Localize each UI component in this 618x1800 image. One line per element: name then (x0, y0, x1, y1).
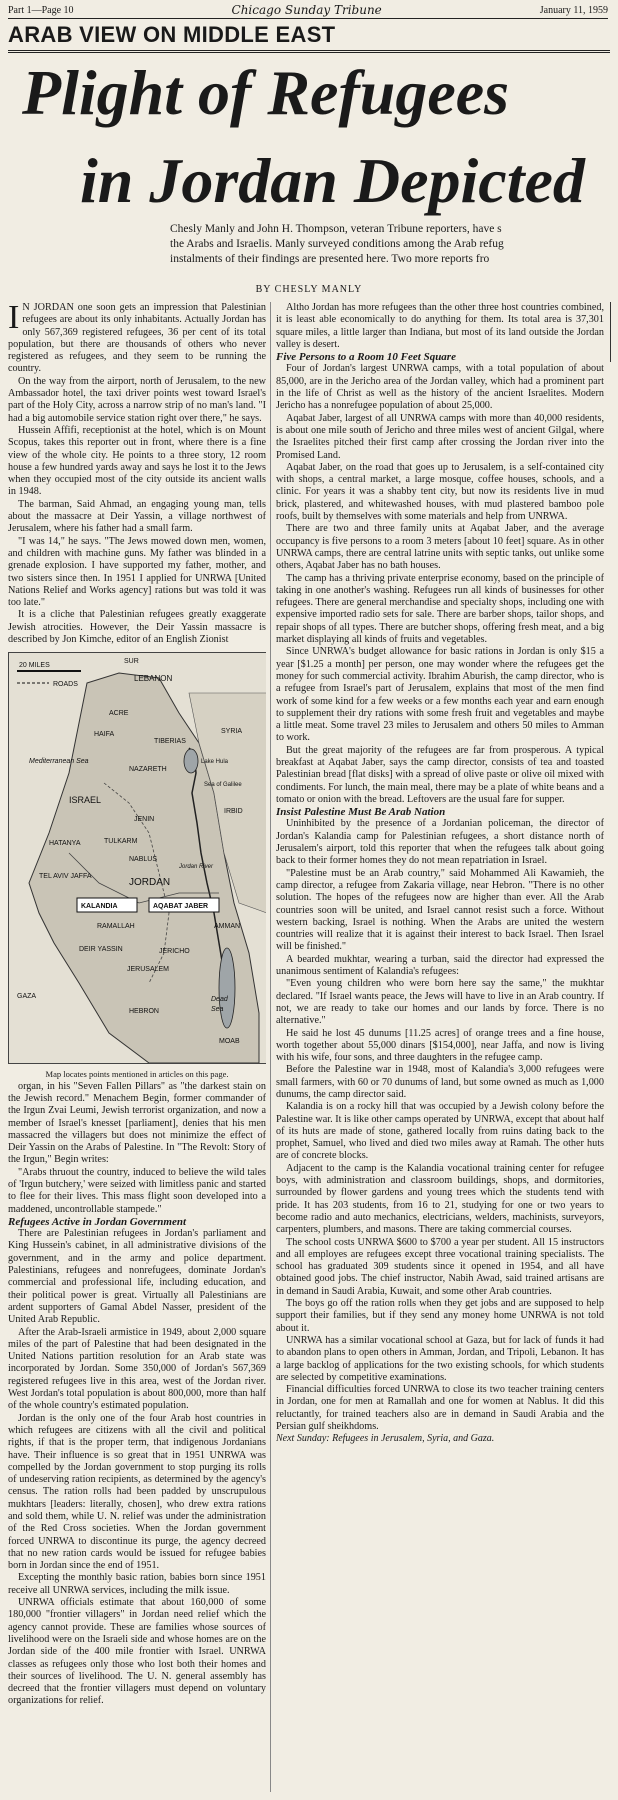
paragraph: Altho Jordan has more refugees than the other three host countries combined, it is least able economically to do anything for them. Its total area is 37,301 square miles, a little larger than Indiana, but most of its land outside the Jordan valley is desert. (276, 302, 604, 350)
byline: BY CHESLY MANLY (255, 284, 363, 295)
map-label-haifa: HAIFA (94, 731, 115, 739)
map-label-deir-yassin: DEIR YASSIN (79, 946, 123, 954)
map-label-nablus: NABLUS (129, 856, 158, 864)
map-roads-legend: ROADS (53, 681, 78, 689)
map-label-amman: AMMAN (214, 923, 241, 931)
subhead: Insist Palestine Must Be Arab Nation (276, 806, 446, 819)
headline-line-2: in Jordan Depicted (80, 145, 585, 216)
paragraph: Financial difficulties forced UNRWA to close its two teacher training centers in Jordan, one for men at Ramallah and one for women at Nablus. It did this reluctantly, for trained teachers also are in demand in Saudi Arabia and the Persian gulf sheikhdoms. (276, 1384, 604, 1433)
paragraph: "Even young children who were born here say the same," the mukhtar declared. "If Israel wants peace, the Jews will have to live in an Arab country. If not, we are ready to take our homes and our lands by force. There is no alternative." (276, 978, 604, 1027)
headline-line-1: Plight of Refugees (22, 57, 510, 128)
map-label-river: Jordan River (179, 864, 214, 871)
map-label-dead-sea: Sea (211, 1006, 224, 1014)
paragraph: It is a cliche that Palestinian refugees greatly exaggerate Jewish atrocities. However, the Deir Yassin massacre is described by Jon Kimche, editor of an English Zionist (8, 609, 266, 646)
kicker: ARAB VIEW ON MIDDLE EAST (8, 22, 336, 47)
intro-line: the Arabs and Israelis. Manly surveyed conditions among the Arab refug (170, 238, 504, 250)
paragraph: organ, in his "Seven Fallen Pillars" as "the darkest stain on the Jewish record." Menachem Begin, former commander of the Irgun Zvai Leumi, Jewish terrorist organization, and now a member of Israel's knesset [parliament], denies that his men massacred the villagers but does not minimize the effect of Deir Yassin on the Arabs of Palestine. In "The Revolt: Story of the Irgun," Begin writes: (8, 1080, 266, 1166)
paragraph: UNRWA officials estimate that about 160,000 of some 180,000 "frontier villagers" in Jordan need relief which the agency cannot provide. These are families whose sources of livelihood were on the Israeli side and whose homes are on the Jordan side of the 400 mile frontier with Israel. UNRWA classes as refugees only those who lost both their homes and their sources of livelihood. The U. N. general assembly has decreed that the frontier villagers must depend on voluntary organizations for relief. (8, 1597, 266, 1707)
paragraph: The barman, Said Ahmad, an engaging young man, tells about the massacre at Deir Yassin, a village northwest of Jerusalem, where his father had a small farm. (8, 498, 266, 535)
paragraph: He said he lost 45 dunums [11.25 acres] of orange trees and a fine house, worth together about 55,000 dinars [$154,000], near Jaffa, and now is living with his wife, four sons, and three daughters in the refugee camp. (276, 1027, 604, 1064)
map-label-jerusalem: JERUSALEM (127, 966, 170, 974)
map-label-sea: Mediterranean Sea (29, 758, 89, 766)
map-caption: Map locates points mentioned in articles on this page. (45, 1069, 229, 1080)
map-label-tulkarm: TULKARM (104, 838, 138, 846)
article-column-1 (8, 302, 266, 1792)
paragraph: After the Arab-Israeli armistice in 1949, about 2,000 square miles of the part of Palestine that had been designated in the United Nations partition resolution for an Arab state was incorporated by Jordan. Some 350,000 of Jordan's 567,369 registered refugees live in this area, west of the Jordan river. West Jordan's total population is about 800,000, more than half of the whole country's estimated population. (8, 1326, 266, 1412)
map-label-gaza: GAZA (17, 993, 37, 1001)
paragraph: There are two and three family units at Aqabat Jaber, and the average occupancy is five persons to a room 3 meters [about 10 feet] square. As in other UNRWA camps, there are central latrine units with septic tanks, out unlike some others, Aqabat Jaber has no bath houses. (276, 523, 604, 572)
map-graphic (9, 653, 266, 1063)
paragraph: The school costs UNRWA $600 to $700 a year per student. All 15 instructors and all employes are refugees except three vocational training specialists. The school has graduated 309 students since it opened in 1954, and all have obtained good jobs. The chief instructor, Nabih Awad, said trained artisans are in demand in Saudi Arabia, Kuwait, and some other Arab countries. (276, 1236, 604, 1297)
map-label-galilee: Sea of Galilee (204, 782, 242, 789)
map-label-telaviv: TEL AVIV JAFFA (39, 873, 92, 881)
paragraph: Aqabat Jaber, on the road that goes up to Jerusalem, is a self-contained city with shops, a central market, a large mosque, coffee houses, schools, and a clinic. For years it was a shabby tent city, but now its residents live in mud brick, plastered, and whitewashed houses, with mud plastered bamboo pole roofs, built by themselves with some materials and help from UNRWA. (276, 461, 604, 523)
kicker-rule (8, 50, 610, 53)
region-map (8, 652, 266, 1064)
paragraph: Jordan is the only one of the four Arab host countries in which refugees are citizens with all the civil and political rights, if that is the proper term, that indigenous Jordanians have. Their influence is so great that in 1951 UNRWA was compelled by the Jordan government to stop purging its rolls of undeserving ration recipients, as determined by the agency's census. The ration rolls had been padded by unscrupulous mukhtars [leaders: literally, chosen], who drew extra rations and sold them, while U. N. relief was under the administration of the Red Cross societies. When the Jordan government forced UNRWA to discontinue its purge, the agency decreed that no new ration cards would be issued for refugee babies born in Jordan since the end of 1951. (8, 1412, 266, 1572)
map-label-acre: ACRE (109, 710, 129, 718)
paragraph: The camp has a thriving private enterprise economy, based on the principle of taking in one another's washing. Refugees run all kinds of businesses for other refugees. There are general merchandise and specialty shops, including one with expensive imported radio sets for sale. There are barber shops, tailor shops, and repair shops of all types. There are butcher shops, offering fresh meat, and a big market displaying all kinds of fruits and vegetables. (276, 572, 604, 646)
article-column-2 (276, 302, 604, 1792)
intro-blurb (170, 222, 618, 267)
map-label-irbid: IRBID (224, 808, 243, 816)
paragraph: Before the Palestine war in 1948, most of Kalandia's 3,000 refugees were small farmers, with 60 or 70 dunums of land, but some owned as much as 1,000 dunums, the camp director said. (276, 1064, 604, 1100)
paragraph: Hussein Affifi, receptionist at the hotel, which is on Mount Scopus, takes this reporter out in front, where there is a fine view of the whole city. He points to a three story, 12 room house a few hundred yards away and says he lost it to the Jews when they occupied most of the city outside its ancient walls in 1948. (8, 424, 266, 498)
map-label-syria: SYRIA (221, 728, 243, 736)
paragraph: "Palestine must be an Arab country," said Mohammed Ali Kawamieh, the camp director, a refugee from Zakaria village, near Hebron. "There is no other solution. The hopes of the refugees now are higher than ever. All the Arab countries soon will be united, and Israel cannot resist such a force. Without western backing, Israel is nothing. When the Arabs are united the western countries will realize that it is against their interest to back Israel. Then Israel will be finished." (276, 867, 604, 953)
map-label-aqabat-jaber: AQABAT JABER (153, 903, 209, 911)
issue-date: January 11, 1959 (539, 4, 608, 16)
map-label-moab: MOAB (219, 1038, 240, 1046)
paragraph: "I was 14," he says. "The Jews mowed down men, women, and children with machine guns. My father was blinded in a grenade explosion. I have supported my father, mother, and two sisters since then. In 1951 I applied for UNRWA [United Nations Relief and Works agency] rations but was told it was too late." (8, 535, 266, 609)
paragraph: I N JORDAN one soon gets an impression that Palestinian refugees are about its only inhabitants. Actually Jordan has only 567,369 registered refugees, 36 per cent of its total population, but there are thousands of others who never registered as refugees, and they seem to be running the country. (8, 302, 266, 375)
map-label-lebanon: LEBANON (134, 674, 173, 684)
intro-line: instalments of their findings are presented here. Two more reports fro (170, 253, 490, 265)
paragraph: Uninhibited by the presence of a Jordanian policeman, the director of Jordan's Kalandia camp for Palestinian refugees, a short distance north of Jerusalem's airport, told this reporter that when the refugees talk about going back to their former homes they do not mean repatriation in Israel. (276, 818, 604, 867)
map-scale: 20 MILES (19, 662, 50, 670)
paragraph: On the way from the airport, north of Jerusalem, to the new Ambassador hotel, the taxi driver points west toward Israel's part of the Holy City, across a narrow strip of no man's land. "I had a big automobile service station right over there," he says. (8, 375, 266, 424)
paragraph: Four of Jordan's largest UNRWA camps, with a total population of about 85,000, are in the Jericho area of the Jordan valley, which had a prominent part in the life of Christ as well as the history of the ancient Israelites. Modern Jericho has a nonrefugee population of about 25,000. (276, 363, 604, 412)
drop-cap: I (8, 302, 20, 336)
page-section: Part 1—Page 10 (8, 4, 74, 16)
paragraph: Kalandia is on a rocky hill that was occupied by a Jewish colony before the Palestine war. It is like other camps operated by UNRWA, except that about half of its huts are made of stone, gathered locally from ruins dating back to the prophet, Samuel, who lived and died two miles away at Ramah. The other huts are of concrete blocks. (276, 1101, 604, 1162)
masthead (8, 2, 608, 19)
paragraph: Aqabat Jaber, largest of all UNRWA camps with more than 40,000 residents, is about one mile south of Jericho and three miles west of ancient Gilgal, where the Israelites pitched their first camp after crossing the Jordan river into the Promised Land. (276, 412, 604, 461)
map-label-jordan: JORDAN (129, 877, 171, 889)
column-rule (270, 302, 271, 1792)
adjacent-column-edge (610, 302, 618, 362)
paragraph: "Arabs thruout the country, induced to believe the wild tales of 'Irgun butchery,' were seized with limitless panic and started to flee for their lives. This mass flight soon developed into a maddened, uncontrollable stampede." (8, 1166, 266, 1215)
paragraph: UNRWA has a similar vocational school at Gaza, but for lack of funds it had to abandon plans to open others in Amman, Jordan, and Tripoli, Lebanon. It has a large backlog of applications for the two existing schools, for which students are selected by competitive examinations. (276, 1334, 604, 1383)
paragraph: Adjacent to the camp is the Kalandia vocational training center for refugee boys, with administration and classroom buildings, shops, and dormitories, surrounded by flower gardens and young trees which the students tend with pride. It has 203 students, from 16 to 21, studying for one or two years to become radio and auto mechanics, electricians, welders, machinists, surveyors, carpenters, plumbers, and masons. There are taking commercial courses. (276, 1162, 604, 1236)
map-label-dead: Dead (211, 996, 228, 1004)
paragraph: Since UNRWA's budget allowance for basic rations in Jordan is only $15 a year [$1.25 a month] per person, one may wonder where the refugees get the money for such commercial activity. Ibrahim Aburish, the camp director, who is a refugee from Israel's part of Jerusalem, explains that most of the men find work of some kind for a few weeks or a few months each year and earn enough to supplement their dry rations with some fresh fruit and vegetables and maybe a little meat. Some travel 23 miles to Jerusalem and others 50 miles to Amman to work. (276, 646, 604, 744)
paragraph: But the great majority of the refugees are far from prosperous. A typical breakfast at Aqabat Jaber, says the camp director, consists of tea and toasted Palestinian bread [flat disks] with a spread of olive paste or olive oil mixed with condiments. For lunch, the main meal, there may be a plate of white beans and a tomato or onion with the bread. Leftovers are the usual fare for supper. (276, 744, 604, 805)
map-label-sur: SUR (124, 658, 139, 666)
newspaper-name: Chicago Sunday Tribune (231, 3, 382, 17)
next-sunday-note: Next Sunday: Refugees in Jerusalem, Syria, and Gaza. (276, 1433, 495, 1445)
paragraph: Excepting the monthly basic ration, babies born since 1951 receive all UNRWA services, including the milk issue. (8, 1572, 266, 1596)
intro-line: Chesly Manly and John H. Thompson, veteran Tribune reporters, have s (170, 223, 502, 235)
map-label-ramallah: RAMALLAH (97, 923, 135, 931)
subhead: Refugees Active in Jordan Government (8, 1215, 187, 1228)
map-label-jericho: JERICHO (159, 948, 190, 956)
map-label-hebron: HEBRON (129, 1008, 159, 1016)
map-label-hula: Lake Hula (201, 759, 229, 766)
map-label-israel: ISRAEL (69, 795, 102, 806)
map-label-jenin: JENIN (134, 816, 155, 824)
paragraph: There are Palestinian refugees in Jordan's parliament and King Hussein's cabinet, in all administrative divisions of the government, and in the army and police department. Palestinians, refugees and nonrefugees, dominate Jordan's commercial and professional life, including education, and their political power is great. Virtually all Palestinians are ardent supporters of Gamal Abdel Nasser, president of the United Arab Republic. (8, 1228, 266, 1326)
paragraph: The boys go off the ration rolls when they get jobs and are supposed to help support their families, but if they send any money home UNRWA is not told about it. (276, 1298, 604, 1334)
map-label-kalandia: KALANDIA (81, 903, 118, 911)
map-label-tiberias: TIBERIAS (154, 738, 186, 746)
map-label-hatanya: HATANYA (49, 840, 81, 848)
subhead: Five Persons to a Room 10 Feet Square (276, 351, 456, 364)
paragraph: A bearded mukhtar, wearing a turban, said the director had expressed the unanimous sentiment of Kalandia's refugees: (276, 953, 604, 978)
map-label-nazareth: NAZARETH (129, 766, 167, 774)
